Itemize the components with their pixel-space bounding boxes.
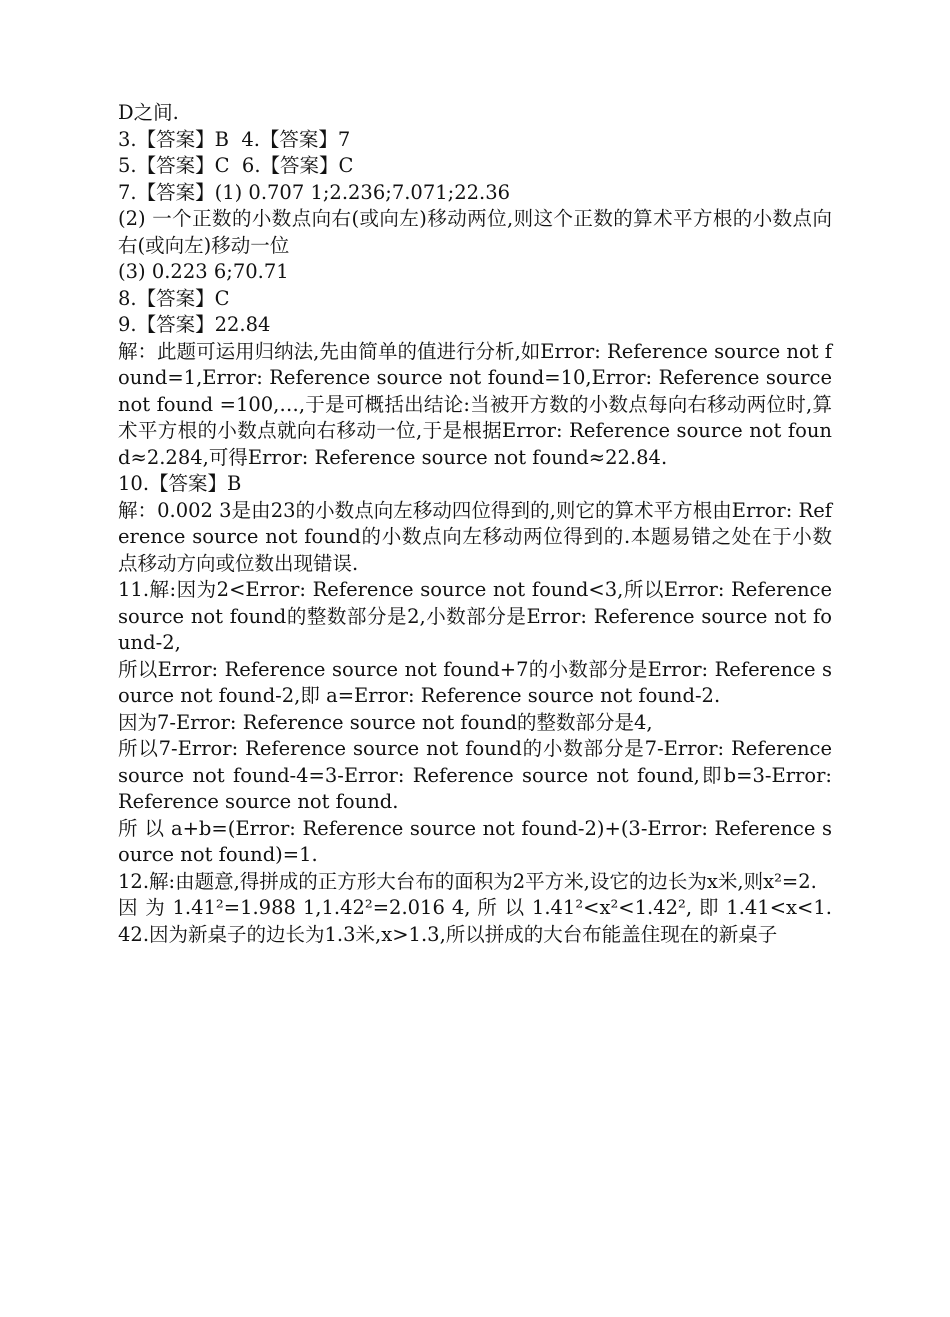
solution-11-part-1: 11.解:因为2<Error: Reference source not found<3,所以Error: Reference source not found的整数部分是2,小数部分是Error: Reference source not found-2, (118, 578, 839, 654)
document-body (118, 100, 839, 948)
answer-5-6: 5.【答案】C 6.【答案】C (118, 154, 354, 177)
solution-10: 解：0.002 3是由23的小数点向左移动四位得到的,则它的算术平方根由Error: Reference source not found的小数点向左移动两位得到的.本题易错之处在于小数点移动方向或位数出现错误. (118, 498, 832, 575)
solution-11-part-2: 所以Error: Reference source not found+7的小数部分是Error: Reference source not found-2,即 a=Error: Reference source not found-2. (118, 657, 832, 707)
answer-9: 9.【答案】22.84 (118, 313, 271, 336)
answer-7-part-2: (2) 一个正数的小数点向右(或向左)移动两位,则这个正数的算术平方根的小数点向右(或向左)移动一位 (118, 207, 832, 257)
text-line: D之间. (118, 101, 179, 124)
answer-10: 10.【答案】B (118, 472, 242, 495)
solution-11-part-3: 因为7-Error: Reference source not found的整数部分是4, (118, 710, 653, 734)
answer-8: 8.【答案】C (118, 286, 230, 310)
solution-12-part-1: 12.解:由题意,得拼成的正方形大台布的面积为2平方米,设它的边长为x米,则x²=2. (118, 869, 817, 893)
answer-7-part-3: (3) 0.223 6;70.71 (118, 260, 289, 283)
answer-3-4: 3.【答案】B 4.【答案】7 (118, 127, 351, 151)
solution-11-part-4: 所以7-Error: Reference source not found的小数部分是7-Error: Reference source not found-4=3-Error: Reference source not found,即b=3-Error: Reference source not found. (118, 737, 839, 813)
solution-12-part-2: 因 为 1.41²=1.988 1,1.42²=2.016 4, 所 以 1.41²<x²<1.42², 即 1.41<x<1.42.因为新桌子的边长为1.3米,x>1.3,所以拼成的大台布能盖住现在的新桌子 (118, 896, 832, 946)
answer-7-part-1: 7.【答案】(1) 0.707 1;2.236;7.071;22.36 (118, 180, 511, 204)
solution-11-part-5: 所 以 a+b=(Error: Reference source not found-2)+(3-Error: Reference source not found)=1. (118, 816, 832, 866)
solution-9: 解：此题可运用归纳法,先由简单的值进行分析,如Error: Reference source not found=1,Error: Reference source not found=10,Error: Reference source not found =100,…,于是可概括出结论:当被开方数的小数点每向右移动两位时,算术平方根的小数点就向右移动一位,于是根据Error: Reference source not found≈2.284,可得Error: Reference source not found≈22.84. (118, 339, 839, 469)
